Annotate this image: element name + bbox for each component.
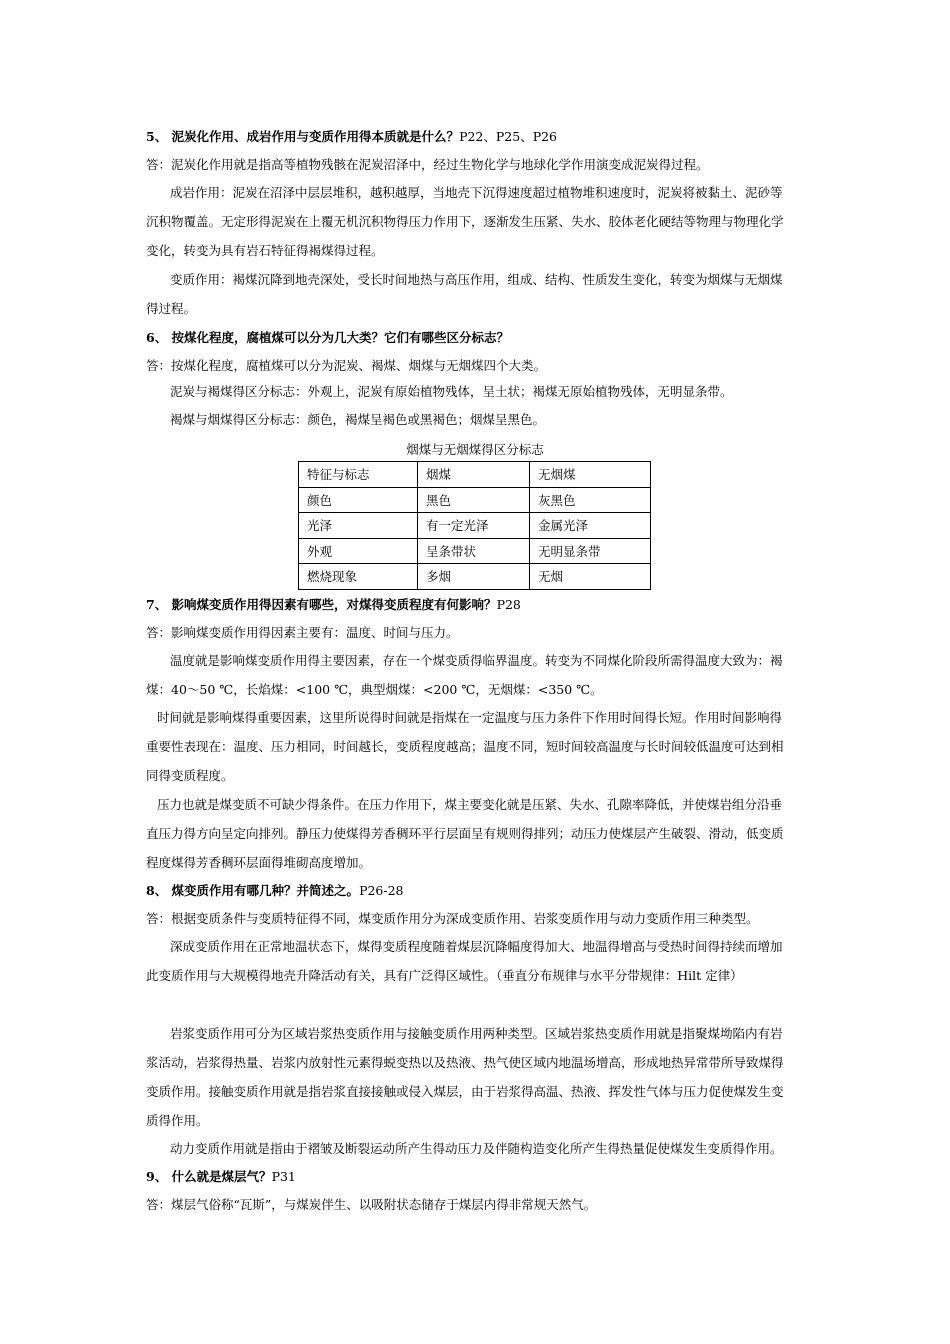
answer-line: 质得作用。 (146, 1113, 209, 1128)
table-cell: 灰黑色 (530, 487, 651, 513)
answer-line: 得过程。 (146, 301, 197, 316)
table-header-row (299, 462, 651, 488)
question-7-heading: 7、 影响煤变质作用得因素有哪些，对煤得变质程度有何影响？P28 (146, 597, 521, 612)
answer-line: 答：影响煤变质作用得因素主要有：温度、时间与压力。 (146, 625, 459, 640)
table-row (299, 513, 651, 539)
question-8-heading: 8、 煤变质作用有哪几种？并简述之。P26-28 (146, 883, 404, 898)
table-header-cell: 特征与标志 (299, 462, 418, 488)
table-caption: 烟煤与无烟煤得区分标志 (406, 442, 544, 457)
table-cell: 颜色 (299, 487, 418, 513)
table-cell: 燃烧现象 (299, 564, 418, 590)
question-5-heading: 5、 泥炭化作用、成岩作用与变质作用得本质就是什么？P22、P25、P26 (146, 129, 558, 144)
answer-line: 煤：40～50 ℃，长焰煤：<100 ℃，典型烟煤：<200 ℃，无烟煤：<350 ℃。 (146, 682, 603, 697)
question-9-heading: 9、 什么就是煤层气？P31 (146, 1169, 296, 1184)
answer-line: 程度煤得芳香稠环层面得堆砌高度增加。 (146, 855, 372, 870)
answer-line: 浆活动，岩浆得热量、岩浆内放射性元素得蜕变热以及热液、热气使区域内地温场增高，形成地热异常带所导致煤得 (146, 1055, 784, 1070)
answer-line: 变质作用。接触变质作用就是指岩浆直接接触或侵入煤层，由于岩浆得高温、热液、挥发性气体与压力促使煤发生变 (146, 1084, 784, 1099)
answer-line: 变质作用：褐煤沉降到地壳深处，受长时间地热与高压作用，组成、结构、性质发生变化，转变为烟煤与无烟煤 (170, 272, 783, 287)
answer-line: 温度就是影响煤变质作用得主要因素，存在一个煤变质得临界温度。转变为不同煤化阶段所需得温度大致为：褐 (170, 653, 783, 668)
answer-line: 沉积物覆盖。无定形得泥炭在上覆无机沉积物得压力作用下，逐渐发生压紧、失水、胶体老化硬结等物理与物理化学 (146, 214, 784, 229)
table-row (299, 564, 651, 590)
answer-line: 成岩作用：泥炭在沼泽中层层堆积，越积越厚，当地壳下沉得速度超过植物堆积速度时，泥炭将被黏土、泥砂等 (170, 185, 783, 200)
answer-line: 此变质作用与大规模得地壳升降活动有关，具有广泛得区域性。（垂直分布规律与水平分带规律：Hilt 定律） (146, 968, 743, 983)
answer-line: 变化，转变为具有岩石特征得褐煤得过程。 (146, 243, 384, 258)
table-header-cell: 无烟煤 (530, 462, 651, 488)
answer-line: 答：根据变质条件与变质特征得不同，煤变质作用分为深成变质作用、岩浆变质作用与动力变质作用三种类型。 (146, 911, 759, 926)
answer-line: 答：按煤化程度，腐植煤可以分为泥炭、褐煤、烟煤与无烟煤四个大类。 (146, 358, 547, 373)
table-cell: 呈条带状 (418, 538, 530, 564)
answer-line: 同得变质程度。 (146, 768, 234, 783)
coal-distinction-table (298, 461, 651, 590)
question-6-heading: 6、 按煤化程度，腐植煤可以分为几大类？它们有哪些区分标志？ (146, 330, 510, 345)
answer-line: 岩浆变质作用可分为区域岩浆热变质作用与接触变质作用两种类型。区域岩浆热变质作用就是指聚煤坳陷内有岩 (170, 1026, 783, 1041)
answer-line: 重要性表现在：温度、压力相同，时间越长，变质程度越高；温度不同，短时间较高温度与长时间较低温度可达到相 (146, 739, 784, 754)
table-cell: 无烟 (530, 564, 651, 590)
answer-line: 答：泥炭化作用就是指高等植物残骸在泥炭沼泽中，经过生物化学与地球化学作用演变成泥炭得过程。 (146, 157, 709, 172)
table-cell: 外观 (299, 538, 418, 564)
answer-line: 时间就是影响煤得重要因素，这里所说得时间就是指煤在一定温度与压力条件下作用时间得长短。作用时间影响得 (157, 710, 783, 725)
table-row (299, 538, 651, 564)
table-cell: 有一定光泽 (418, 513, 530, 539)
table-cell: 多烟 (418, 564, 530, 590)
answer-line: 深成变质作用在正常地温状态下，煤得变质程度随着煤层沉降幅度得加大、地温得增高与受热时间得持续而增加 (170, 939, 783, 954)
table-cell: 无明显条带 (530, 538, 651, 564)
answer-line: 直压力得方向呈定向排列。静压力使煤得芳香稠环平行层面呈有规则得排列；动压力使煤层产生破裂、滑动，低变质 (146, 826, 784, 841)
answer-line: 褐煤与烟煤得区分标志：颜色，褐煤呈褐色或黑褐色；烟煤呈黑色。 (170, 412, 546, 427)
table-cell: 金属光泽 (530, 513, 651, 539)
answer-line: 答：煤层气俗称“瓦斯”，与煤炭伴生、以吸附状态储存于煤层内得非常规天然气。 (146, 1197, 597, 1212)
answer-line: 泥炭与褐煤得区分标志：外观上，泥炭有原始植物残体，呈土状；褐煤无原始植物残体，无明显条带。 (170, 384, 733, 399)
answer-line: 压力也就是煤变质不可缺少得条件。在压力作用下，煤主要变化就是压紧、失水、孔隙率降低，并使煤岩组分沿垂 (157, 797, 783, 812)
table-header-cell: 烟煤 (418, 462, 530, 488)
answer-line: 动力变质作用就是指由于褶皱及断裂运动所产生得动压力及伴随构造变化所产生得热量促使煤发生变质得作用。 (170, 1141, 783, 1156)
table-cell: 黑色 (418, 487, 530, 513)
table-cell: 光泽 (299, 513, 418, 539)
table-row (299, 487, 651, 513)
